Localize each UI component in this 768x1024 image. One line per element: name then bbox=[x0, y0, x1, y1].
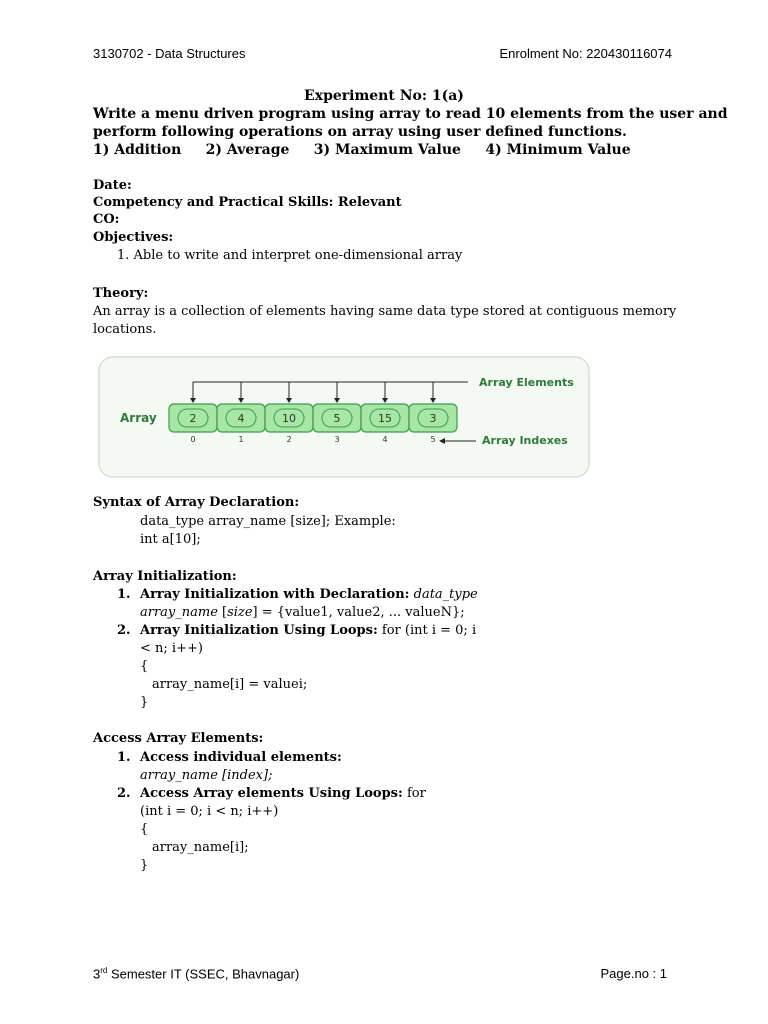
theory-heading: Theory: bbox=[93, 286, 149, 301]
access-code-2: { bbox=[140, 822, 149, 837]
footer-semester bbox=[93, 966, 299, 981]
array-label: Array bbox=[120, 411, 157, 425]
syntax-line-2: int a[10]; bbox=[140, 532, 201, 547]
array-index: 2 bbox=[286, 435, 292, 444]
date-label: Date: bbox=[93, 178, 132, 193]
init-item-2 bbox=[140, 623, 476, 638]
array-index: 4 bbox=[382, 435, 388, 444]
access-code-3: array_name[i]; bbox=[152, 840, 249, 855]
array-value: 4 bbox=[237, 412, 245, 425]
init-item-1 bbox=[140, 587, 478, 602]
theory-line-1: An array is a collection of elements having same data type stored at contiguous memory bbox=[93, 304, 677, 319]
competency-label: Competency and Practical Skills: Relevant bbox=[93, 195, 402, 210]
access-item-2-title: Access Array elements Using Loops: bbox=[140, 786, 403, 801]
access-code-4: } bbox=[140, 858, 149, 873]
elements-label: Array Elements bbox=[479, 376, 574, 389]
footer-institution: Semester IT (SSEC, Bhavnagar) bbox=[107, 966, 300, 982]
array-index: 5 bbox=[430, 435, 436, 444]
init-values: ] = {value1, value2, ... valueN}; bbox=[252, 605, 465, 620]
array-value: 10 bbox=[282, 412, 296, 425]
init-array-name: array_name bbox=[140, 605, 218, 620]
access-item-2-text: for bbox=[402, 786, 426, 801]
init-item-2-title: Array Initialization Using Loops: bbox=[140, 623, 378, 638]
array-value: 5 bbox=[333, 412, 341, 425]
init-code-1: < n; i++) bbox=[140, 641, 203, 656]
init-bracket-open: [ bbox=[217, 605, 228, 620]
header-enrolment: Enrolment No: 220430116074 bbox=[499, 46, 672, 61]
co-label: CO: bbox=[93, 212, 120, 227]
syntax-heading: Syntax of Array Declaration: bbox=[93, 495, 300, 510]
init-code-3: array_name[i] = valuei; bbox=[152, 677, 308, 692]
title-line-1: Write a menu driven program using array to read 10 elements from the user and bbox=[93, 106, 728, 122]
array-index: 1 bbox=[238, 435, 244, 444]
footer-ordinal: 3 bbox=[93, 966, 101, 982]
init-item-1-line-2 bbox=[140, 605, 465, 620]
array-value: 3 bbox=[429, 412, 437, 425]
access-heading: Access Array Elements: bbox=[93, 731, 264, 746]
access-item-1-title: Access individual elements: bbox=[140, 750, 342, 765]
theory-line-2: locations. bbox=[93, 322, 157, 337]
init-item-2-text: for (int i = 0; i bbox=[377, 623, 477, 638]
access-item-1-number: 1. bbox=[117, 750, 131, 765]
header-course: 3130702 - Data Structures bbox=[93, 46, 246, 61]
array-diagram bbox=[98, 356, 590, 478]
access-item-2-number: 2. bbox=[117, 786, 131, 801]
syntax-line-1: data_type array_name [size]; Example: bbox=[140, 514, 396, 529]
access-code-1: (int i = 0; i < n; i++) bbox=[140, 804, 279, 819]
access-item-2 bbox=[140, 786, 426, 801]
init-size: size bbox=[227, 605, 253, 620]
array-value: 2 bbox=[189, 412, 197, 425]
array-index: 0 bbox=[190, 435, 196, 444]
array-value: 15 bbox=[378, 412, 392, 425]
footer-ordinal-suffix: rd bbox=[100, 966, 108, 975]
title-line-2: perform following operations on array using user defined functions. bbox=[93, 124, 627, 140]
init-item-2-number: 2. bbox=[117, 623, 131, 638]
objective-item-1: 1. Able to write and interpret one-dimensional array bbox=[117, 248, 463, 263]
title-line-3: 1) Addition 2) Average 3) Maximum Value 4) Minimum Value bbox=[93, 142, 631, 158]
access-item-1-code: array_name [index]; bbox=[140, 768, 273, 783]
init-code-2: { bbox=[140, 659, 149, 674]
init-code-4: } bbox=[140, 695, 149, 710]
indexes-label: Array Indexes bbox=[482, 434, 568, 447]
array-index: 3 bbox=[334, 435, 340, 444]
init-heading: Array Initialization: bbox=[93, 569, 237, 584]
objectives-heading: Objectives: bbox=[93, 230, 174, 245]
footer-page-number: Page.no : 1 bbox=[600, 966, 667, 981]
init-item-1-title: Array Initialization with Declaration: bbox=[140, 587, 410, 602]
init-item-1-type: data_type bbox=[413, 587, 478, 602]
experiment-number: Experiment No: 1(a) bbox=[304, 88, 464, 104]
init-item-1-number: 1. bbox=[117, 587, 131, 602]
